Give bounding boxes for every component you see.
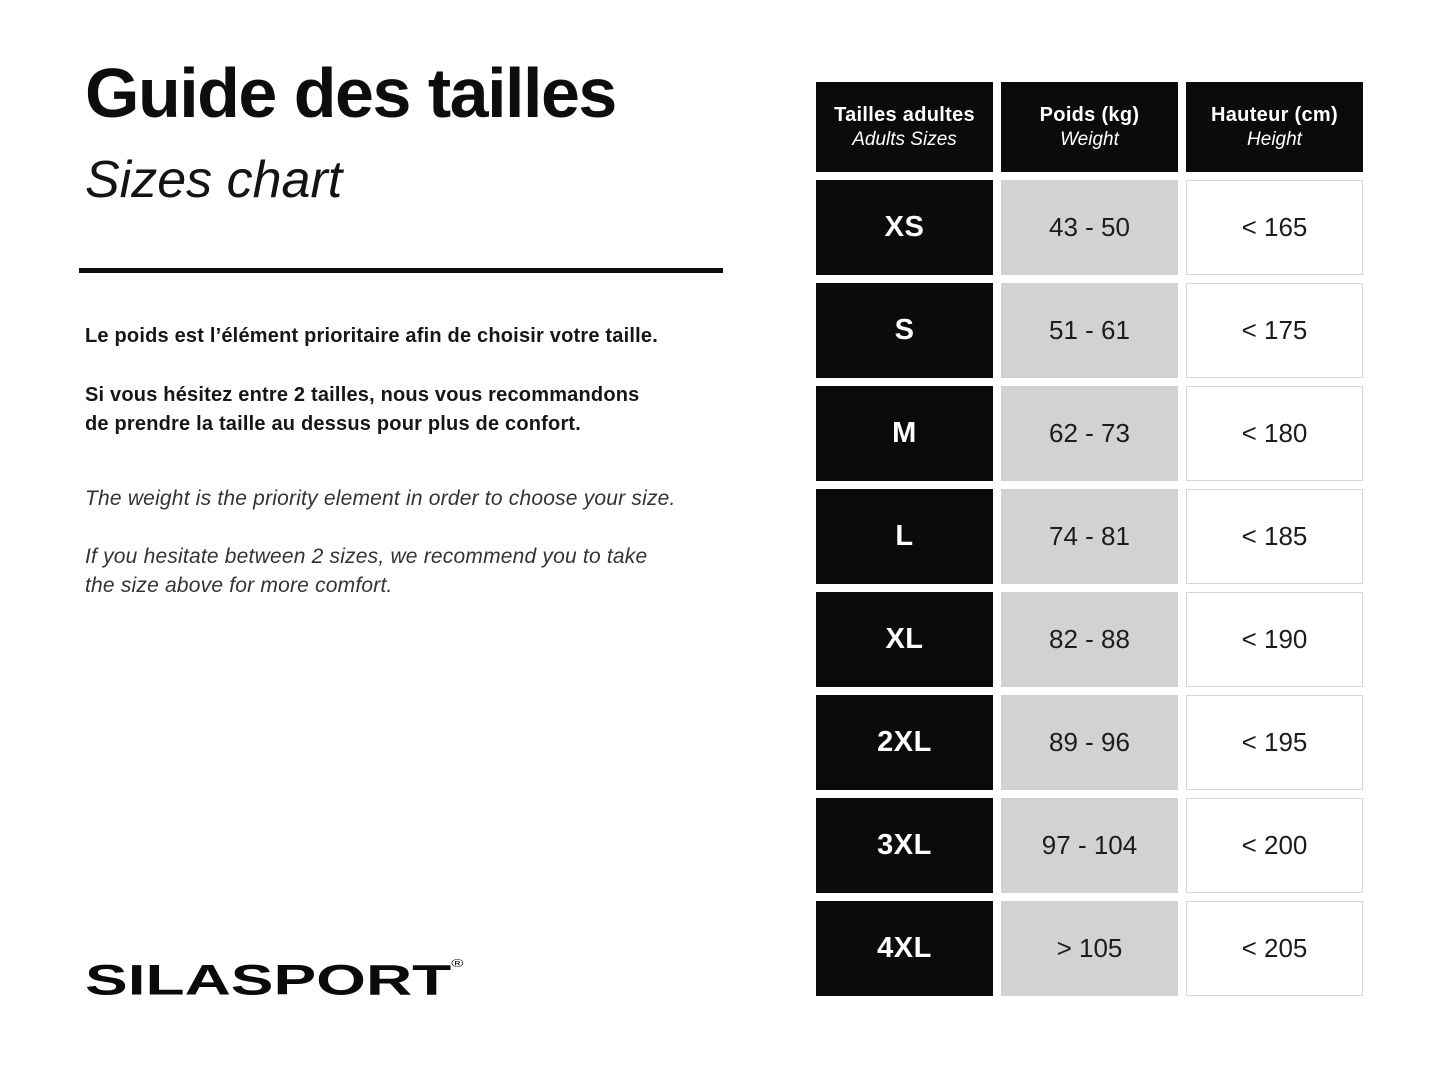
brand-wordmark: SILASPORT (85, 955, 452, 1005)
page-subtitle: Sizes chart (85, 151, 343, 209)
size-label-cell: M (816, 386, 993, 481)
intro-en-line: If you hesitate between 2 sizes, we recommend you to take (85, 545, 648, 568)
header-label-fr: Tailles adultes (834, 104, 975, 126)
height-value-cell: < 205 (1186, 901, 1363, 996)
table-header-weight (1001, 82, 1178, 172)
intro-en-line: the size above for more comfort. (85, 574, 393, 597)
intro-fr-paragraph-2 (85, 381, 640, 439)
table-header-sizes (816, 82, 993, 172)
height-value-cell: < 165 (1186, 180, 1363, 275)
intro-fr-line: Le poids est l’élément prioritaire afin de choisir votre taille. (85, 325, 658, 347)
header-label-en: Adults Sizes (852, 129, 957, 150)
divider-rule (79, 268, 723, 273)
height-value-cell: < 185 (1186, 489, 1363, 584)
size-label-cell: 4XL (816, 901, 993, 996)
weight-value-cell: 51 - 61 (1001, 283, 1178, 378)
registered-trademark-symbol: ® (451, 956, 464, 970)
intro-en-line: The weight is the priority element in order to choose your size. (85, 487, 676, 510)
weight-value-cell: > 105 (1001, 901, 1178, 996)
size-chart-table (816, 82, 1363, 996)
size-label-cell: S (816, 283, 993, 378)
height-value-cell: < 195 (1186, 695, 1363, 790)
height-value-cell: < 180 (1186, 386, 1363, 481)
weight-value-cell: 82 - 88 (1001, 592, 1178, 687)
page-title: Guide des tailles (85, 54, 616, 132)
weight-value-cell: 43 - 50 (1001, 180, 1178, 275)
height-value-cell: < 190 (1186, 592, 1363, 687)
size-label-cell: XL (816, 592, 993, 687)
intro-fr-line: Si vous hésitez entre 2 tailles, nous vous recommandons (85, 384, 640, 406)
height-value-cell: < 175 (1186, 283, 1363, 378)
brand-logo (85, 955, 464, 1005)
size-label-cell: 3XL (816, 798, 993, 893)
header-label-en: Weight (1060, 129, 1119, 150)
height-value-cell: < 200 (1186, 798, 1363, 893)
header-label-en: Height (1247, 129, 1302, 150)
weight-value-cell: 74 - 81 (1001, 489, 1178, 584)
intro-fr-line: de prendre la taille au dessus pour plus de confort. (85, 413, 582, 435)
header-label-fr: Poids (kg) (1039, 104, 1140, 126)
size-label-cell: L (816, 489, 993, 584)
intro-fr-paragraph-1 (85, 322, 658, 351)
header-label-fr: Hauteur (cm) (1211, 104, 1338, 126)
weight-value-cell: 62 - 73 (1001, 386, 1178, 481)
intro-en-paragraph-2 (85, 542, 647, 600)
size-label-cell: XS (816, 180, 993, 275)
weight-value-cell: 89 - 96 (1001, 695, 1178, 790)
table-header-height (1186, 82, 1363, 172)
intro-en-paragraph-1 (85, 484, 676, 513)
size-label-cell: 2XL (816, 695, 993, 790)
weight-value-cell: 97 - 104 (1001, 798, 1178, 893)
